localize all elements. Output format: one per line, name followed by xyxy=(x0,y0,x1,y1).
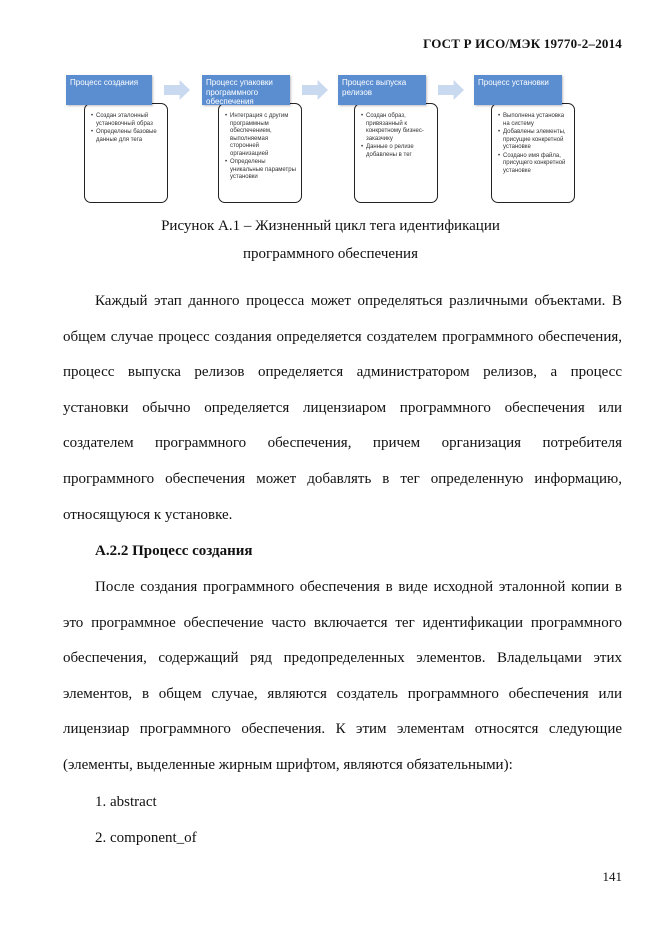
stage-2-details xyxy=(218,103,302,203)
lifecycle-diagram xyxy=(0,0,661,215)
stage-2-bullet: • Определены уникальные параметры установки xyxy=(225,159,297,182)
stage-4-title: Процесс установки xyxy=(474,75,562,105)
stage-4-bullet: • Выполнена установка на систему xyxy=(498,113,570,128)
stage-2-title: Процесс упаковки программного обеспечения xyxy=(202,75,290,105)
stage-2-bullet: • Интеграция с другим программным обеспечением, выполняемая сторонней организацией xyxy=(225,113,297,158)
body-paragraph-1: Каждый этап данного процесса может определяться различными объектами. В общем случае процесс создания определяется создателем программного обеспечения, процесс выпуска релизов определяется администратором релизов, а процесс установки обычно определяется лицензиаром программного обеспечения или создателем программного обеспечения, причем организация потребителя программного обеспечения может добавлять в тег определенную информацию, относящуюся к установке. xyxy=(63,293,622,523)
section-heading: А.2.2 Процесс создания xyxy=(95,543,253,559)
stage-3-title: Процесс выпуска релизов xyxy=(338,75,426,105)
arrow-right-icon xyxy=(302,80,328,100)
stage-4-details xyxy=(491,103,575,203)
stage-4-bullet: • Добавлены элементы, присущие конкретной установке xyxy=(498,129,570,152)
figure-caption-line-2: программного обеспечения xyxy=(243,246,418,262)
stage-1-bullet: • Определены базовые данные для тега xyxy=(91,129,163,144)
stage-1-title: Процесс создания xyxy=(66,75,152,105)
arrow-right-icon xyxy=(438,80,464,100)
page-number: 141 xyxy=(602,869,622,884)
figure-caption-line-1: Рисунок А.1 – Жизненный цикл тега идентификации xyxy=(161,218,500,234)
stage-4-bullet: • Создано имя файла, присущего конкретной установке xyxy=(498,153,570,176)
document-header: ГОСТ Р ИСО/МЭК 19770-2–2014 xyxy=(423,36,622,51)
list-item: 1. abstract xyxy=(95,794,157,810)
stage-3-bullet: • Создан образ, привязанный к конкретному бизнес-заказчику xyxy=(361,113,433,143)
list-item: 2. component_of xyxy=(95,830,197,846)
stage-3-bullet: • Данные о релизе добавлены в тег xyxy=(361,144,433,159)
stage-1-details xyxy=(84,103,168,203)
body-paragraph-2: После создания программного обеспечения в виде исходной эталонной копии в это программное обеспечение часто включается тег идентификации программного обеспечения, содержащий ряд предопределенных элементов. Владельцами этих элементов, в общем случае, являются создатель программного обеспечения или лицензиар программного обеспечения. К этим элементам относятся следующие (элементы, выделенные жирным шрифтом, являются обязательными): xyxy=(63,579,622,773)
stage-1-bullet: • Создан эталонный установочный образ xyxy=(91,113,163,128)
stage-3-details xyxy=(354,103,438,203)
arrow-right-icon xyxy=(164,80,190,100)
